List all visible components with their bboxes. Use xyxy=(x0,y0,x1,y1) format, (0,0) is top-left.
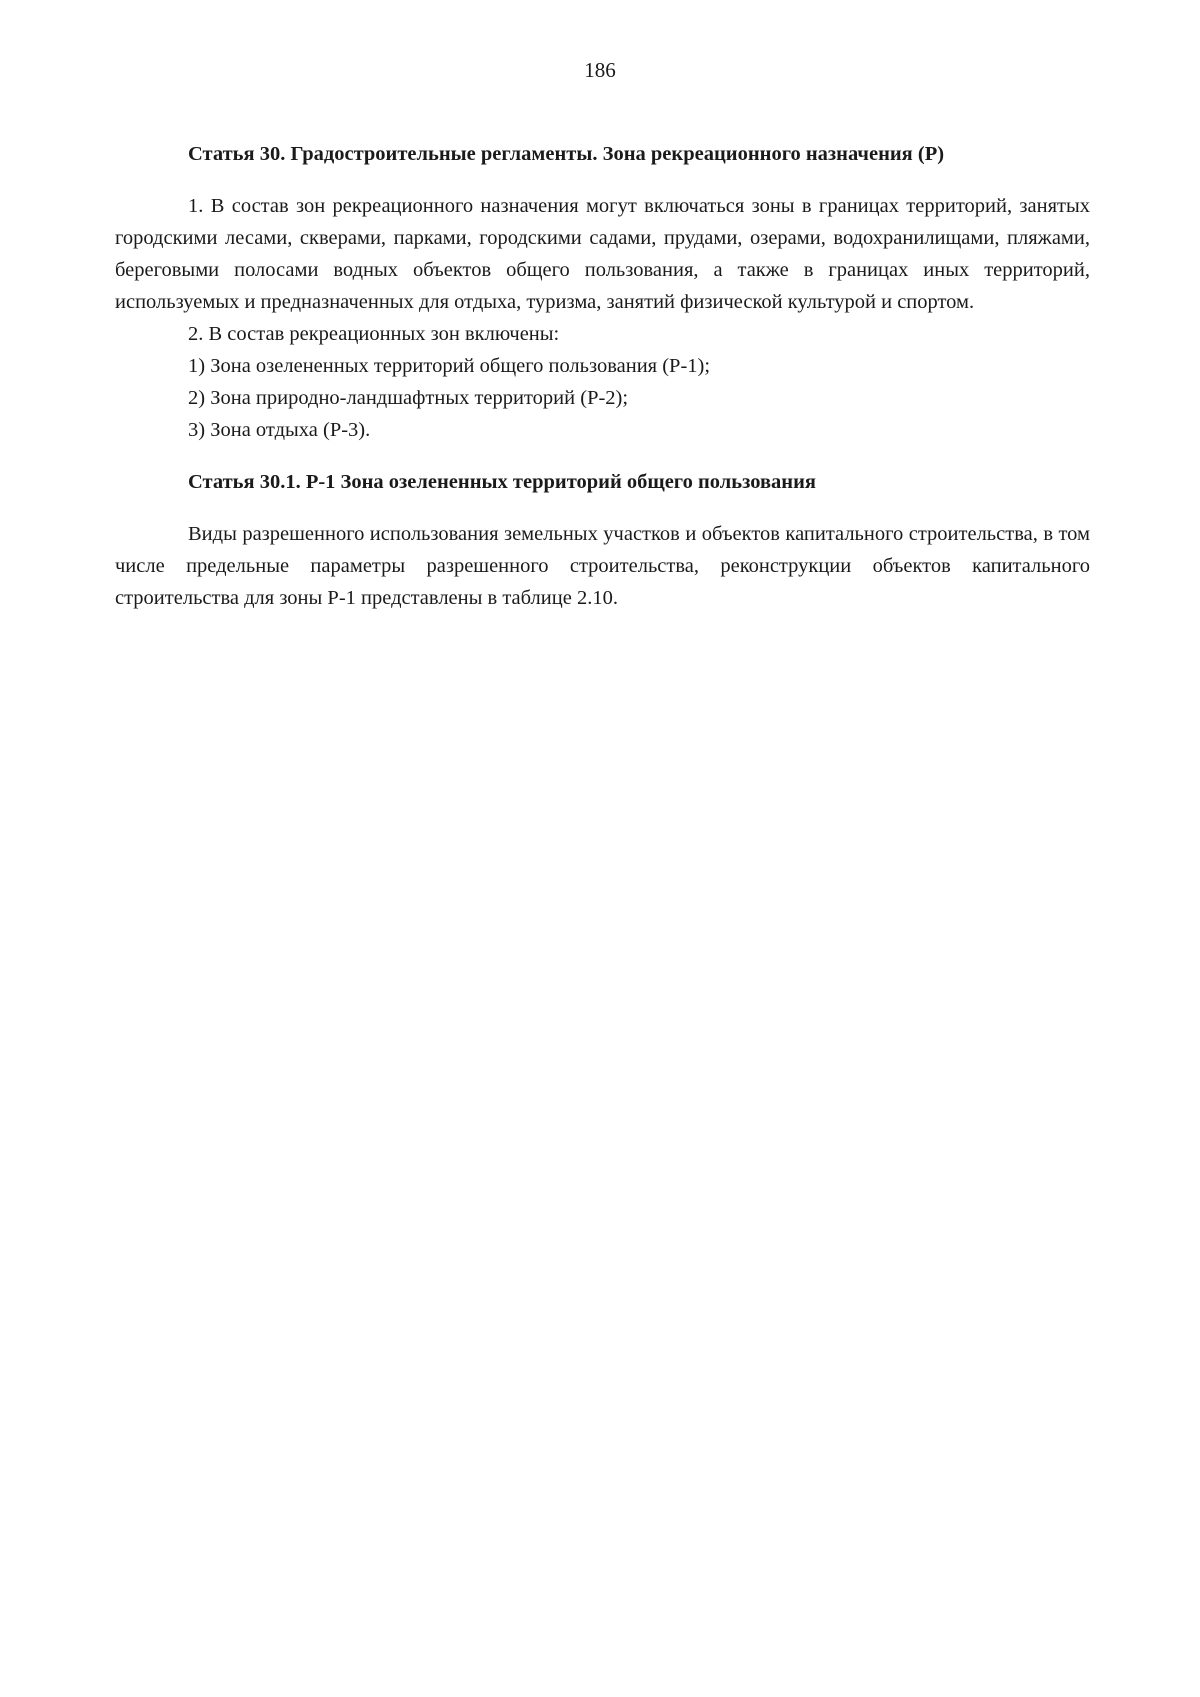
list-item: 3) Зона отдыха (Р-3). xyxy=(188,419,371,441)
article-30-paragraph-1: 1. В состав зон рекреационного назначения могут включаться зоны в границах территорий, занятых городскими лесами, скверами, парками, городскими садами, прудами, озерами, водохранилищами, пляжами, береговыми полосами водных объектов общего пользования, а также в границах иных территорий, используемых и предназначенных для отдыха, туризма, занятий физической культурой и спортом. xyxy=(115,195,1090,313)
page-number: 186 xyxy=(584,58,616,82)
list-item: 1) Зона озелененных территорий общего пользования (Р-1); xyxy=(188,355,711,377)
document-body xyxy=(115,138,1090,614)
article-30-1-paragraph: Виды разрешенного использования земельных участков и объектов капитального строительства, в том числе предельные параметры разрешенного строительства, реконструкции объектов капитального строительства для зоны Р-1 представлены в таблице 2.10. xyxy=(115,523,1090,609)
article-30-paragraph-2: 2. В состав рекреационных зон включены: xyxy=(188,323,560,345)
article-30-heading: Статья 30. Градостроительные регламенты. Зона рекреационного назначения (Р) xyxy=(188,143,945,165)
article-30-1-heading: Статья 30.1. Р-1 Зона озелененных территорий общего пользования xyxy=(188,471,816,493)
list-item: 2) Зона природно-ландшафтных территорий (Р-2); xyxy=(188,387,629,409)
